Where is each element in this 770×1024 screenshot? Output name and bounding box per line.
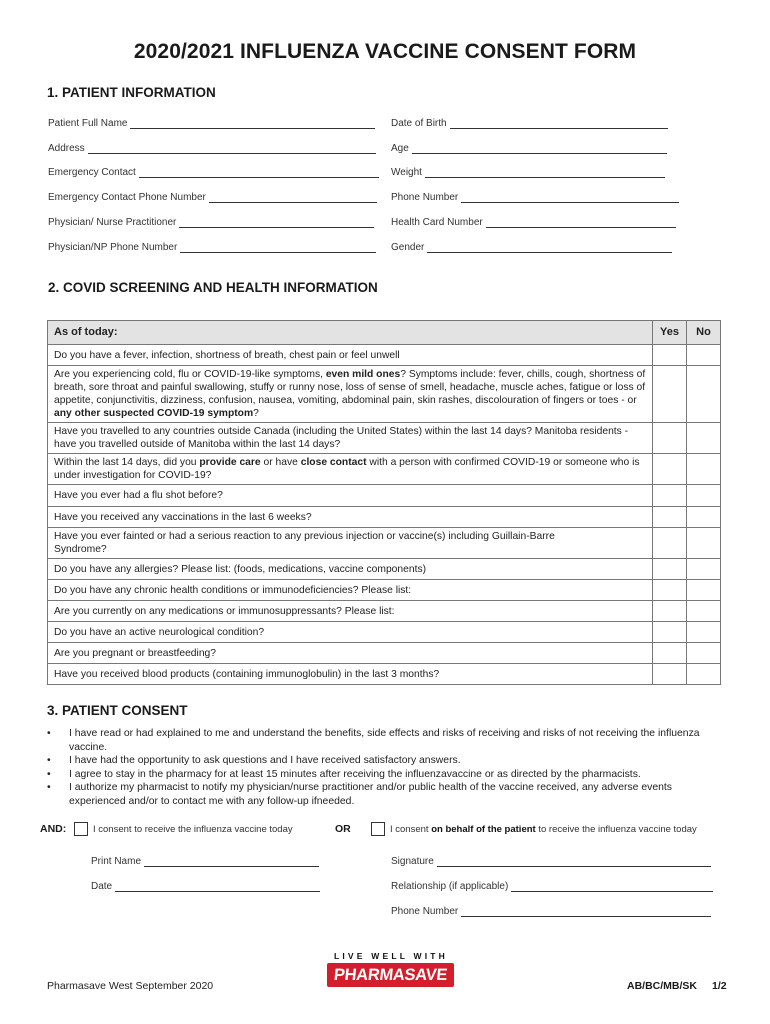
no-answer-cell[interactable]	[687, 485, 721, 507]
field-label: Weight	[391, 167, 422, 178]
yes-answer-cell[interactable]	[653, 345, 687, 366]
yes-column-header: Yes	[653, 321, 687, 345]
no-answer-cell[interactable]	[687, 580, 721, 601]
consent-behalf-label	[390, 824, 697, 835]
table-row	[48, 366, 721, 423]
footer-provinces: AB/BC/MB/SK	[627, 980, 697, 992]
field-label: Phone Number	[391, 906, 459, 917]
question-fever: Do you have a fever, infection, shortness of breath, chest pain or feel unwell	[48, 345, 653, 366]
consent-statements	[47, 727, 727, 808]
yes-answer-cell[interactable]	[653, 485, 687, 507]
footer-version: Pharmasave West September 2020	[47, 980, 214, 992]
consent-self-label: I consent to receive the influenza vaccine today	[93, 824, 293, 835]
address-field[interactable]	[48, 143, 376, 154]
consent-statement: I agree to stay in the pharmacy for at least 15 minutes after receiving the influenzavaccine or as directed by the pharmacists.	[69, 768, 641, 780]
table-row	[48, 454, 721, 485]
no-answer-cell[interactable]	[687, 559, 721, 580]
field-label: Address	[48, 143, 85, 154]
consent-statement: I have read or had explained to me and understand the benefits, side effects and risks of receiving and risks of not receiving the influenza vaccine.	[69, 728, 700, 753]
no-answer-cell[interactable]	[687, 622, 721, 643]
physician-np-phone-field[interactable]	[48, 242, 376, 253]
field-label: Gender	[391, 242, 425, 253]
no-answer-cell[interactable]	[687, 601, 721, 622]
physician-np-field[interactable]	[48, 217, 374, 228]
weight-field[interactable]	[391, 167, 665, 178]
question-medications: Are you currently on any medications or immunosuppressants? Please list:	[48, 601, 653, 622]
question-pregnant: Are you pregnant or breastfeeding?	[48, 643, 653, 664]
signature-field[interactable]	[391, 856, 711, 867]
bullet-icon: •	[47, 755, 51, 766]
no-answer-cell[interactable]	[687, 507, 721, 528]
bullet-icon: •	[47, 768, 51, 780]
field-label: Signature	[391, 856, 434, 867]
no-answer-cell[interactable]	[687, 528, 721, 559]
emergency-contact-phone-field[interactable]	[48, 192, 377, 203]
no-answer-cell[interactable]	[687, 454, 721, 485]
pharmasave-logo	[327, 963, 454, 987]
yes-answer-cell[interactable]	[653, 643, 687, 664]
yes-answer-cell[interactable]	[653, 559, 687, 580]
table-row	[48, 507, 721, 528]
table-row	[48, 559, 721, 580]
table-header-row	[48, 321, 721, 345]
table-row	[48, 485, 721, 507]
yes-answer-cell[interactable]	[653, 366, 687, 423]
form-title: 2020/2021 INFLUENZA VACCINE CONSENT FORM	[133, 40, 637, 63]
table-row	[48, 423, 721, 454]
question-fainted: Have you ever fainted or had a serious reaction to any previous injection or vaccine(s) including Guillain-Barre Syndrome?	[48, 528, 653, 559]
no-answer-cell[interactable]	[687, 423, 721, 454]
field-label: Patient Full Name	[48, 118, 128, 129]
consent-statement: I authorize my pharmacist to notify my physician/nurse practitioner and/or public health of the vaccine received, any adverse events experienced and/or to contact me with any follow-up ifneeded.	[69, 782, 672, 807]
question-chronic: Do you have any chronic health conditions or immunodeficiencies? Please list:	[48, 580, 653, 601]
yes-answer-cell[interactable]	[653, 423, 687, 454]
relationship-field[interactable]	[391, 881, 713, 892]
signer-phone-field[interactable]	[391, 906, 711, 917]
question-vaccinations: Have you received any vaccinations in the last 6 weeks?	[48, 507, 653, 528]
yes-answer-cell[interactable]	[653, 601, 687, 622]
or-label: OR	[335, 823, 351, 835]
emergency-contact-field[interactable]	[48, 167, 379, 178]
date-field[interactable]	[91, 881, 320, 892]
consent-behalf-checkbox[interactable]	[371, 822, 385, 836]
question-flu-shot: Have you ever had a flu shot before?	[48, 485, 653, 507]
list-item	[47, 727, 727, 754]
field-label: Emergency Contact Phone Number	[48, 192, 206, 203]
field-label: Age	[391, 143, 409, 154]
section-patient-information-heading: 1. PATIENT INFORMATION	[47, 85, 216, 100]
table-row	[48, 580, 721, 601]
table-row	[48, 601, 721, 622]
question-allergies: Do you have any allergies? Please list: (foods, medications, vaccine components)	[48, 559, 653, 580]
table-row	[48, 664, 721, 685]
print-name-field[interactable]	[91, 856, 319, 867]
question-close-contact: Within the last 14 days, did you provide care or have close contact with a person with confirmed COVID-19 or someone who is under investigation for COVID-19?	[48, 454, 653, 485]
no-answer-cell[interactable]	[687, 345, 721, 366]
yes-answer-cell[interactable]	[653, 507, 687, 528]
field-label: Print Name	[91, 856, 142, 867]
table-row	[48, 622, 721, 643]
field-label: Date of Birth	[391, 118, 447, 129]
and-label: AND:	[40, 823, 67, 835]
field-label: Date	[91, 881, 113, 892]
logo-tagline: LIVE WELL WITH	[333, 951, 449, 961]
question-blood-products: Have you received blood products (containing immunoglobulin) in the last 3 months?	[48, 664, 653, 685]
consent-behalf-emphasis: on behalf of the patient	[431, 824, 536, 835]
consent-self-checkbox[interactable]	[74, 822, 88, 836]
page-number: 1/2	[712, 980, 727, 992]
list-item	[47, 754, 727, 768]
field-label: Relationship (if applicable)	[391, 881, 509, 892]
table-row	[48, 345, 721, 366]
bullet-icon: •	[47, 782, 51, 793]
question-neurological: Do you have an active neurological condition?	[48, 622, 653, 643]
no-answer-cell[interactable]	[687, 664, 721, 685]
list-item	[47, 768, 727, 782]
table-row	[48, 528, 721, 559]
field-label: Emergency Contact	[48, 167, 136, 178]
yes-answer-cell[interactable]	[653, 454, 687, 485]
screening-table	[47, 320, 721, 685]
list-item	[47, 781, 727, 808]
yes-answer-cell[interactable]	[653, 528, 687, 559]
patient-full-name-field[interactable]	[48, 118, 375, 129]
bullet-icon: •	[47, 728, 51, 739]
no-answer-cell[interactable]	[687, 643, 721, 664]
question-symptoms: Are you experiencing cold, flu or COVID-19-like symptoms, even mild ones? Symptoms include: fever, chills, cough, shortness of breath, sore throat and painful swallowing, stuffy or runny nose, loss of sense of smell, headache, muscle aches, fatigue or loss of appetite, conjunctivitis, dizziness, confusion, nausea, vomiting, abdominal pain, skin rashes, discolouration of fingers or toes - or any other suspected COVID-19 symptom?	[48, 366, 653, 423]
as-of-today-header: As of today:	[48, 321, 653, 345]
yes-answer-cell[interactable]	[653, 664, 687, 685]
consent-behalf-text: to receive the influenza vaccine today	[535, 824, 697, 835]
field-label: Physician/ Nurse Practitioner	[48, 217, 177, 228]
question-travel: Have you travelled to any countries outside Canada (including the United States) within the last 14 days? Manitoba residents - have you travelled outside of Manitoba within the last 14 days?	[48, 423, 653, 454]
field-label: Phone Number	[391, 192, 459, 203]
logo-wordmark: PHARMASAVE	[332, 966, 449, 984]
date-of-birth-field[interactable]	[391, 118, 668, 129]
table-row	[48, 643, 721, 664]
section-patient-consent-heading: 3. PATIENT CONSENT	[47, 703, 188, 718]
consent-behalf-text: I consent	[390, 824, 432, 835]
yes-answer-cell[interactable]	[653, 580, 687, 601]
no-column-header: No	[687, 321, 721, 345]
yes-answer-cell[interactable]	[653, 622, 687, 643]
consent-statement: I have had the opportunity to ask questions and I have received satisfactory answers.	[69, 755, 461, 766]
age-field[interactable]	[391, 143, 667, 154]
phone-number-field[interactable]	[391, 192, 679, 203]
field-label: Physician/NP Phone Number	[48, 242, 178, 253]
health-card-number-field[interactable]	[391, 217, 676, 228]
no-answer-cell[interactable]	[687, 366, 721, 423]
gender-field[interactable]	[391, 242, 672, 253]
field-label: Health Card Number	[391, 217, 483, 228]
section-covid-screening-heading: 2. COVID SCREENING AND HEALTH INFORMATION	[48, 280, 378, 295]
